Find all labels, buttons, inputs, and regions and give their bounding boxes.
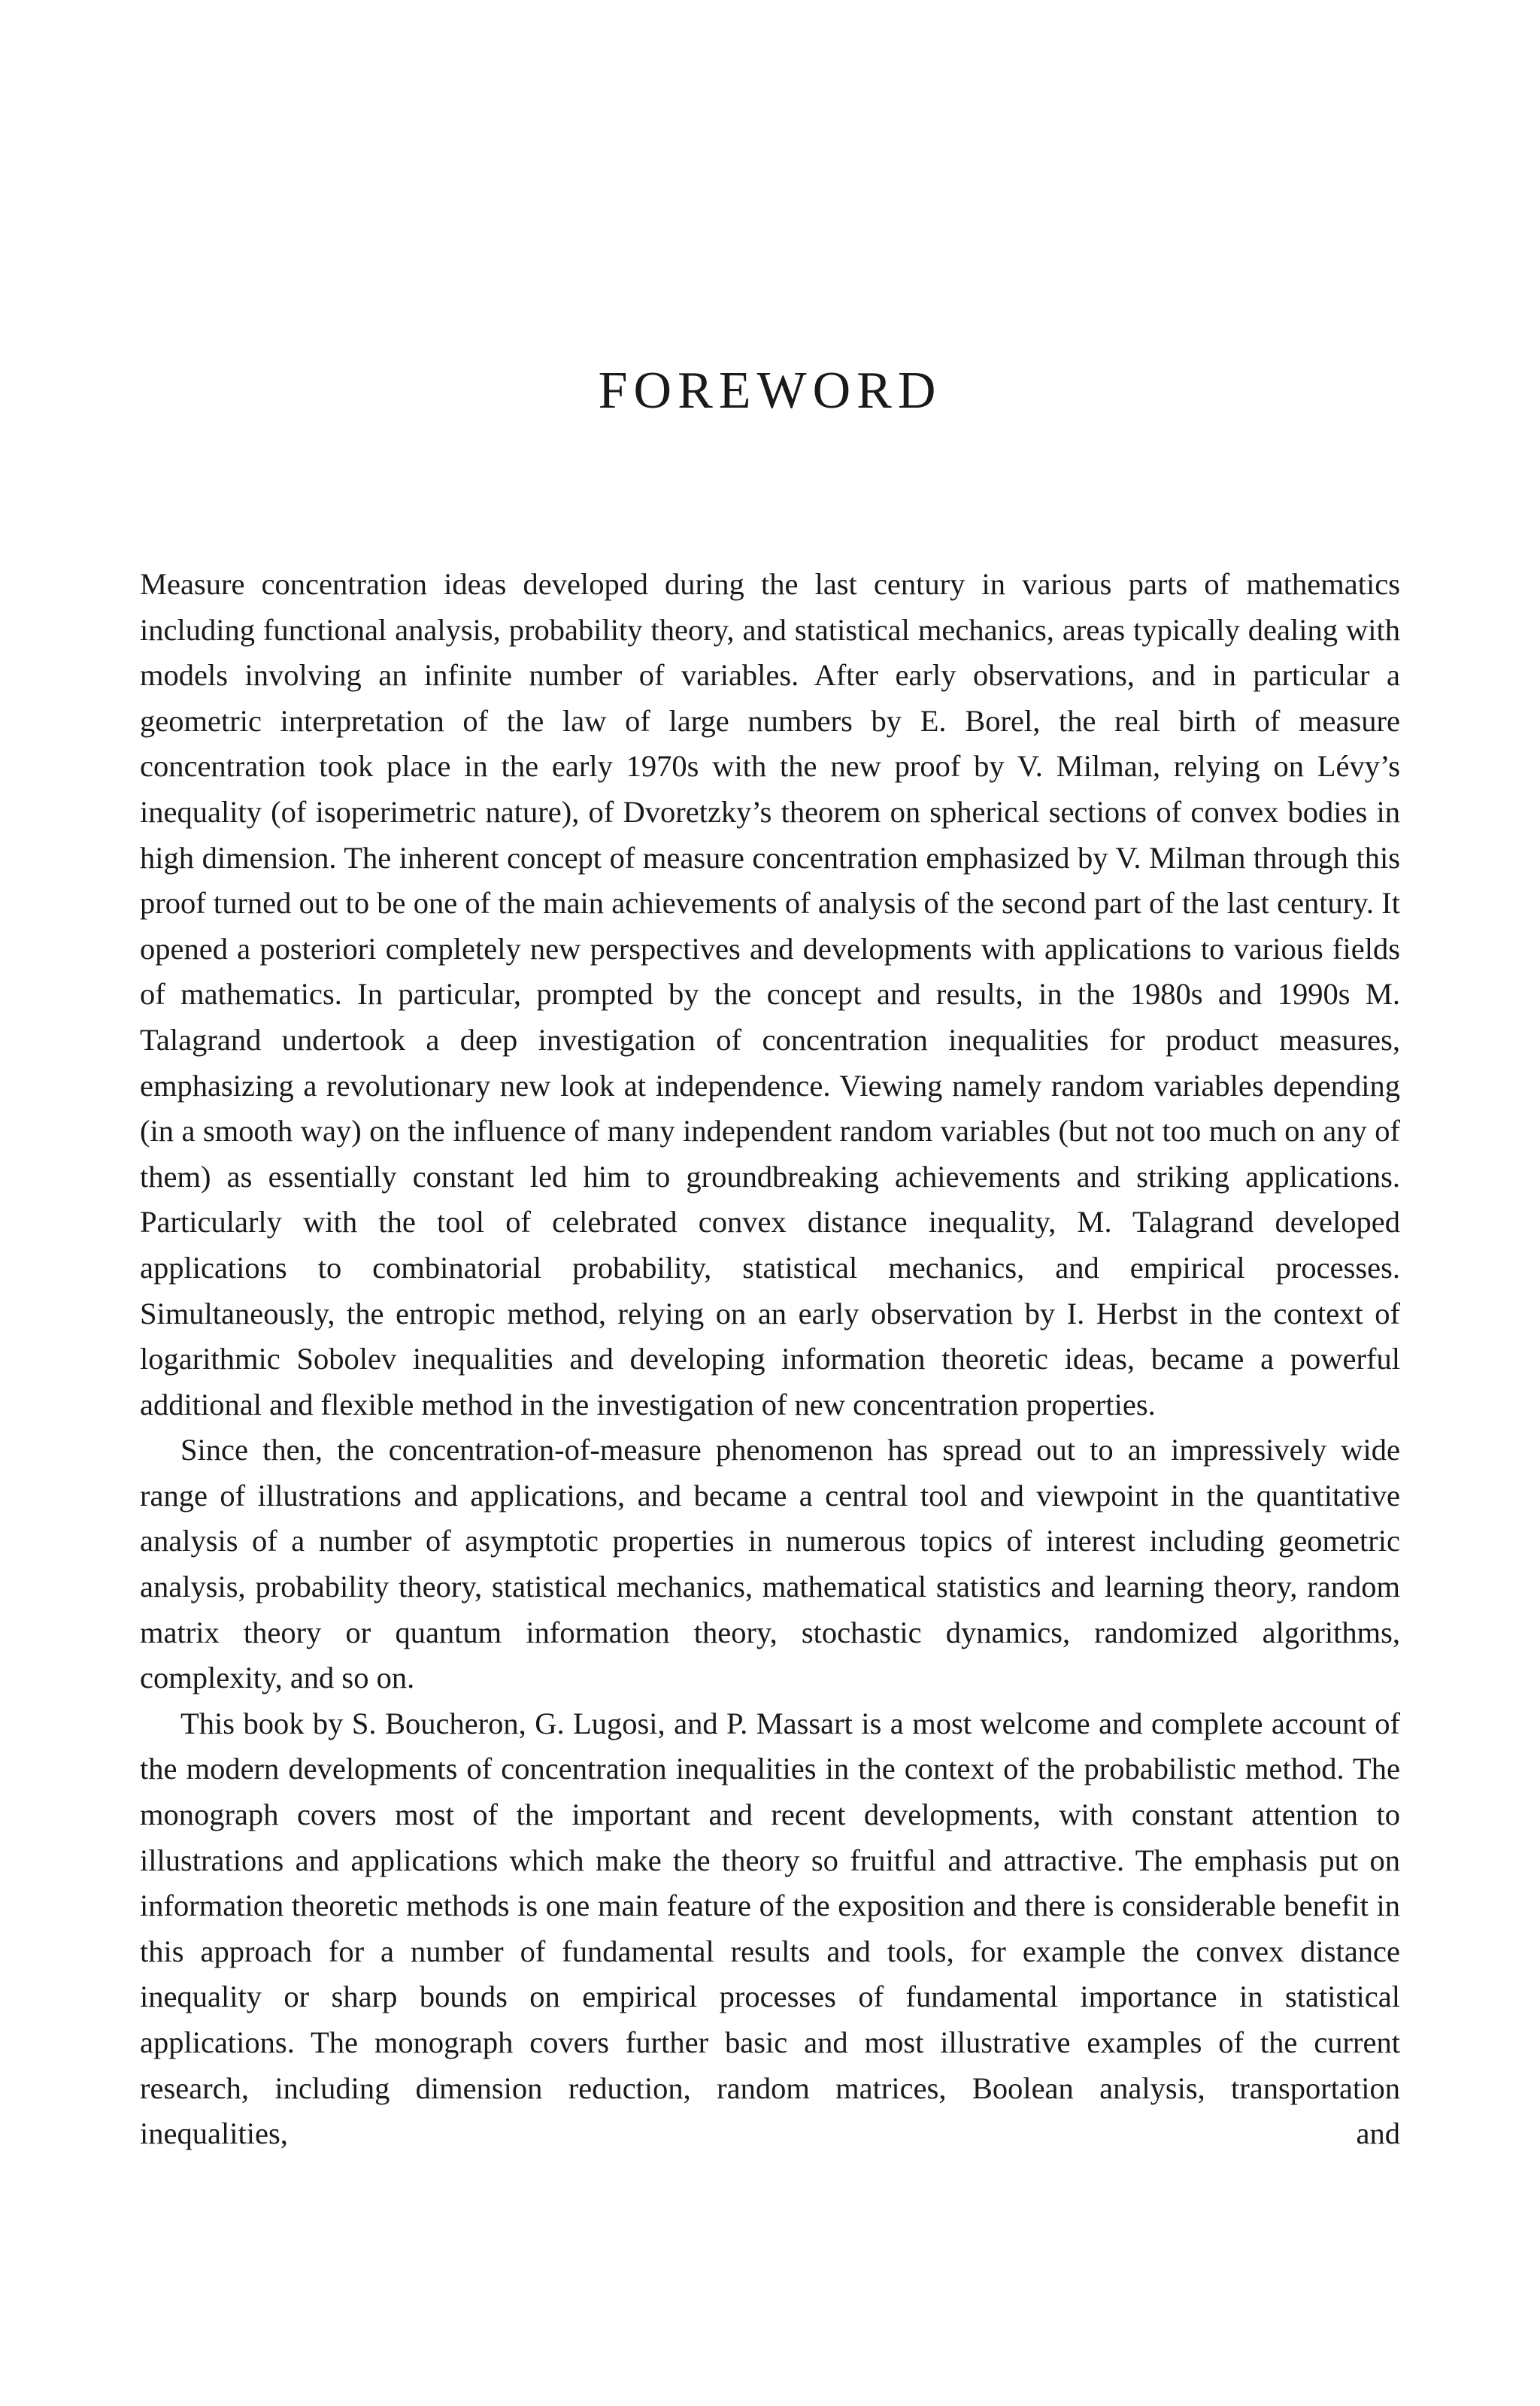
paragraph-2: Since then, the concentration-of-measure phenomenon has spread out to an impressively wide range of illustrations and applications, and became a central tool and viewpoint in the quantitative analysis of a number of asymptotic properties in numerous topics of interest including geometric analysis, probability theory, statistical mechanics, mathematical statistics and learning theory, random matrix theory or quantum information theory, stochastic dynamics, randomized algorithms, complexity, and so on. — [140, 1433, 1400, 1695]
page-title: FOREWORD — [598, 362, 942, 420]
paragraph-1: Measure concentration ideas developed during the last century in various parts of mathematics including functional analysis, probability theory, and statistical mechanics, areas typically dealing with models involving an infinite number of variables. After early observations, and in particular a geometric interpretation of the law of large numbers by E. Borel, the real birth of measure concentration took place in the early 1970s with the new proof by V. Milman, relying on Lévy’s inequality (of isoperimetric nature), of Dvoretzky’s theorem on spherical sections of convex bodies in high dimension. The inherent concept of measure concentration emphasized by V. Milman through this proof turned out to be one of the main achievements of analysis of the second part of the last century. It opened a posteriori completely new perspectives and developments with applications to various fields of mathematics. In particular, prompted by the concept and results, in the 1980s and 1990s M. Talagrand undertook a deep investigation of concentration inequalities for product measures, emphasizing a revolutionary new look at independence. Viewing namely random variables depending (in a smooth way) on the influence of many independent random variables (but not too much on any of them) as essentially constant led him to groundbreaking achievements and striking applications. Particularly with the tool of celebrated convex distance inequality, M. Talagrand developed applications to combinatorial probability, statistical mechanics, and empirical processes. Simultaneously, the entropic method, relying on an early observation by I. Herbst in the context of logarithmic Sobolev inequalities and developing information theoretic ideas, became a powerful additional and flexible method in the investigation of new concentration properties. — [140, 567, 1400, 1421]
body-text — [140, 562, 1400, 2157]
paragraph-3: This book by S. Boucheron, G. Lugosi, and P. Massart is a most welcome and complete account of the modern developments of concentration inequalities in the context of the probabilistic method. The monograph covers most of the important and recent developments, with constant attention to illustrations and applications which make the theory so fruitful and attractive. The emphasis put on information theoretic methods is one main feature of the exposition and there is considerable benefit in this approach for a number of fundamental results and tools, for example the convex distance inequality or sharp bounds on empirical processes of fundamental importance in statistical applications. The monograph covers further basic and most illustrative examples of the current research, including dimension reduction, random matrices, Boolean analysis, transportation inequalities, and — [140, 1706, 1400, 2151]
